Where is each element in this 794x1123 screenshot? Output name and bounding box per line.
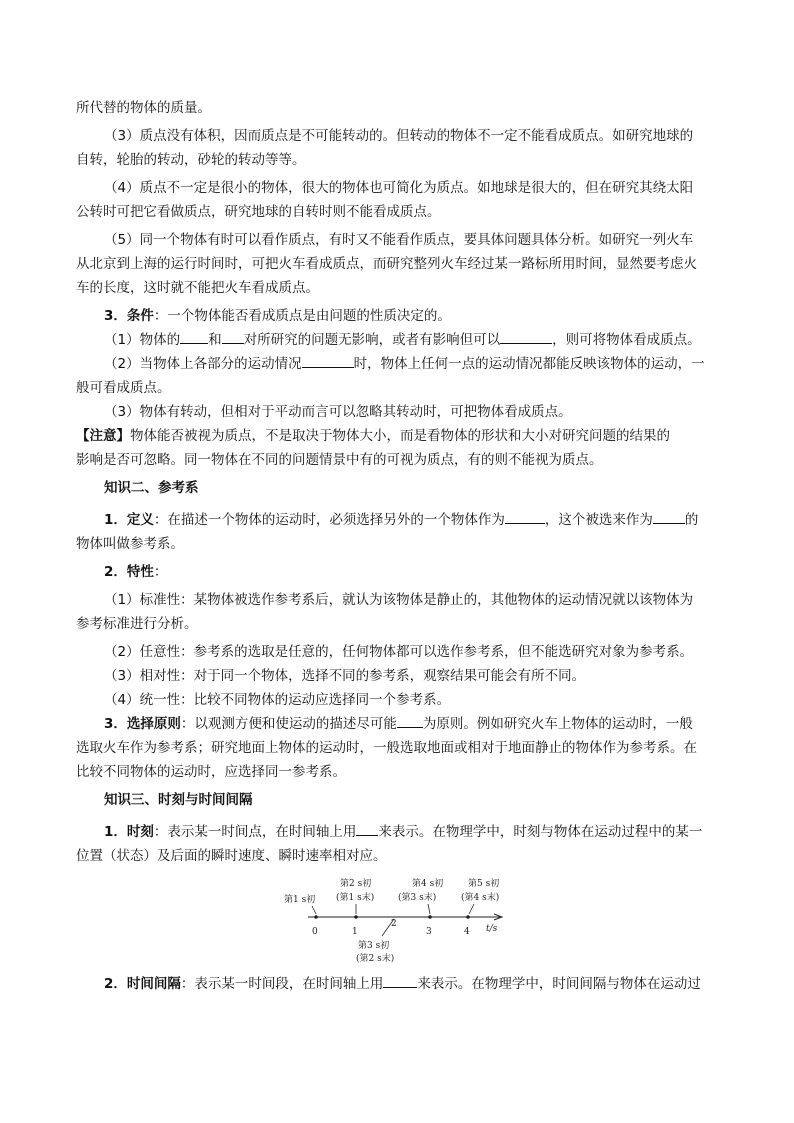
section-text: ：一个物体能否看成质点是由问题的性质决定的。 <box>153 308 451 324</box>
fill-blank <box>180 329 208 344</box>
axis-unit-label: t/s <box>486 924 498 934</box>
paragraph: 物体叫做参考系。 <box>76 536 184 552</box>
section-number: 2．时间间隔 <box>104 976 181 992</box>
definition-paragraph <box>76 508 720 532</box>
text-run: 物体能否被视为质点，不是取决于物体大小，而是看物体的形状和大小对研究问题的结果的 <box>130 428 670 444</box>
text-run: 的 <box>684 512 699 528</box>
text-run: ：表示某一时间点，在时间轴上用 <box>153 824 357 840</box>
paragraph: 自转，轮胎的转动，砂轮的转动等等。 <box>76 152 306 168</box>
fill-blank <box>397 713 423 728</box>
paragraph: 所代替的物体的质量。 <box>76 100 211 116</box>
fill-blank <box>302 353 354 368</box>
note-tag: 【注意】 <box>76 428 130 444</box>
section-number: 1．时刻 <box>104 824 154 840</box>
text-run: ： <box>153 564 168 580</box>
moment-label: (第2 s末) <box>356 954 395 964</box>
paragraph: 参考标准进行分析。 <box>76 616 198 632</box>
paragraph: 比较不同物体的运动时，应选择同一参考系。 <box>76 764 346 780</box>
fill-blank <box>383 973 417 988</box>
text-run: 来表示。在物理学中，时间间隔与物体在运动过 <box>417 976 701 992</box>
moment-paragraph <box>76 820 720 844</box>
paragraph: 车的长度，这时就不能把火车看成质点。 <box>76 280 319 296</box>
label-pointer <box>312 906 316 914</box>
label-pointer <box>469 904 474 914</box>
text-run: ：在描述一个物体的运动时，必须选择另外的一个物体作为 <box>153 512 505 528</box>
document-page <box>76 96 720 996</box>
moment-label: 第3 s初 <box>358 941 390 951</box>
tick-dot <box>314 915 318 919</box>
paragraph: 位置（状态）及后面的瞬时速度、瞬时速率相对应。 <box>76 848 387 864</box>
section-number: 2．特性 <box>104 564 154 580</box>
paragraph: 选取火车作为参考系；研究地面上物体的运动时，一般选取地面或相对于地面静止的物体作为参考系。在 <box>76 740 697 756</box>
moment-label: (第4 s末) <box>461 893 500 903</box>
fill-blank <box>505 509 545 524</box>
section-heading: 知识二、参考系 <box>104 480 199 496</box>
moment-label: 第5 s初 <box>468 879 500 889</box>
text-run: 为原则。例如研究火车上物体的运动时，一般 <box>422 716 693 732</box>
principle-paragraph <box>76 712 720 736</box>
condition-heading <box>76 304 720 328</box>
moment-label: 第2 s初 <box>340 879 372 889</box>
moment-label: 第1 s初 <box>284 895 316 905</box>
tick-dot <box>354 915 358 919</box>
text-run: ，这个被选来作为 <box>544 512 653 528</box>
section-heading: 知识三、时刻与时间间隔 <box>104 792 253 808</box>
moment-label: 第4 s初 <box>412 879 444 889</box>
section-number: 1．定义 <box>104 512 154 528</box>
fill-blank <box>222 329 244 344</box>
moment-label: (第1 s末) <box>336 893 375 903</box>
text-run: 时，物体上任何一点的运动情况都能反映该物体的运动，一 <box>353 356 705 372</box>
text-run: （1）物体的 <box>104 332 181 348</box>
paragraph: （3）物体有转动，但相对于平动而言可以忽略其转动时，可把物体看成质点。 <box>104 404 572 420</box>
paragraph <box>76 352 720 376</box>
label-pointer <box>428 904 430 914</box>
tick-dot <box>428 915 432 919</box>
paragraph <box>76 328 720 352</box>
paragraph: （3）质点没有体积，因而质点是不可能转动的。但转动的物体不一定不能看成质点。如研究地球的 <box>104 128 694 144</box>
timeline-figure <box>76 874 720 966</box>
text-run: ：表示某一时间段，在时间轴上用 <box>180 976 384 992</box>
tick-label: 1 <box>352 927 358 937</box>
paragraph: 从北京到上海的运行时间时，可把火车看成质点，而研究整列火车经过某一路标所用时间，显然要考虑火 <box>76 256 697 272</box>
paragraph: （2）任意性：参考系的选取是任意的，任何物体都可以选作参考系，但不能选研究对象为参考系。 <box>104 644 694 660</box>
note-paragraph <box>76 424 720 448</box>
tick-label: 3 <box>426 927 432 937</box>
text-run: ，则可将物体看成质点。 <box>552 332 701 348</box>
paragraph: （3）相对性：对于同一个物体，选择不同的参考系，观察结果可能会有所不同。 <box>104 668 586 684</box>
text-run: （2）当物体上各部分的运动情况 <box>104 356 302 372</box>
section-number: 3．选择原则 <box>104 716 181 732</box>
paragraph: （4）统一性：比较不同物体的运动应选择同一个参考系。 <box>104 692 451 708</box>
property-heading <box>76 560 720 584</box>
timeline-diagram <box>76 874 720 966</box>
fill-blank <box>653 509 685 524</box>
interval-paragraph <box>76 972 720 996</box>
moment-label: (第3 s末) <box>398 893 437 903</box>
paragraph: （5）同一个物体有时可以看作质点，有时又不能看作质点，要具体问题具体分析。如研究一列火车 <box>104 232 694 248</box>
paragraph: 影响是否可忽略。同一物体在不同的问题情景中有的可视为质点，有的则不能视为质点。 <box>76 452 603 468</box>
paragraph: 般可看成质点。 <box>76 380 171 396</box>
tick-label: 4 <box>464 927 470 937</box>
paragraph: （4）质点不一定是很小的物体，很大的物体也可简化为质点。如地球是很大的，但在研究其绕太阳 <box>104 180 694 196</box>
tick-label: 2 <box>391 919 397 929</box>
paragraph: 公转时可把它看做质点，研究地球的自转时则不能看成质点。 <box>76 204 441 220</box>
section-number: 3．条件 <box>104 308 154 324</box>
tick-dot <box>466 915 470 919</box>
paragraph: （1）标准性：某物体被选作参考系后，就认为该物体是静止的，其他物体的运动情况就以该物体为 <box>104 592 694 608</box>
fill-blank <box>356 821 378 836</box>
text-run: 对所研究的问题无影响，或者有影响但可以 <box>243 332 501 348</box>
fill-blank <box>500 329 552 344</box>
text-run: 和 <box>208 332 222 348</box>
tick-label: 0 <box>312 927 318 937</box>
text-run: ：以观测方便和使运动的描述尽可能 <box>180 716 397 732</box>
text-run: 来表示。在物理学中，时刻与物体在运动过程中的某一 <box>378 824 703 840</box>
